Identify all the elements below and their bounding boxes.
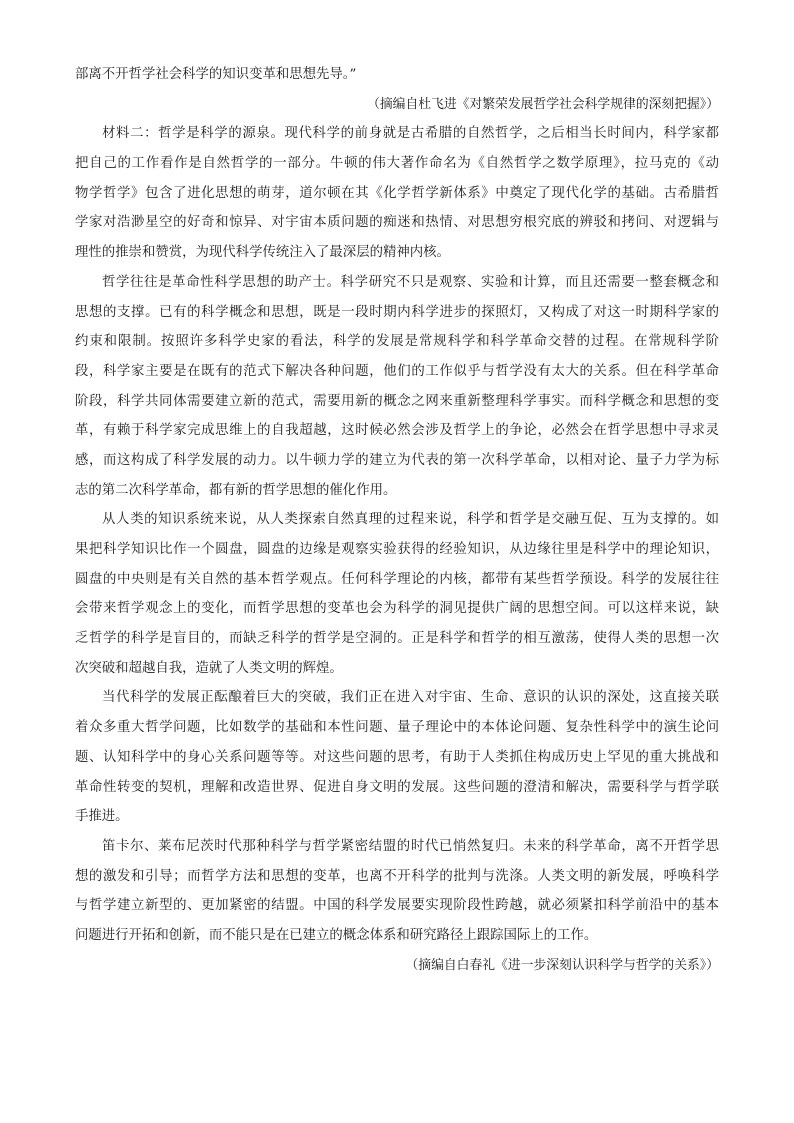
text-line: 段，科学家主要是在既有的范式下解决各种问题，他们的工作似乎与哲学没有太大的关系。但在科学革命 [75, 363, 719, 379]
text-line: 次突破和超越自我，造就了人类文明的辉煌。 [75, 660, 343, 676]
text-line: 从人类的知识系统来说，从人类探索自然真理的过程来说，科学和哲学是交融互促、互为支撑的。如 [102, 512, 719, 528]
text-line: 圆盘的中央则是有关自然的基本哲学观点。任何科学理论的内核，都带有某些哲学预设。科学的发展往往 [75, 571, 719, 587]
text-line: 当代科学的发展正酝酿着巨大的突破，我们正在进入对宇宙、生命、意识的认识的深处，这直接关联 [102, 690, 719, 706]
text-line: 与哲学建立新型的、更加紧密的结盟。中国的科学发展要实现阶段性跨越，就必须紧扣科学前沿中的基本 [75, 898, 719, 914]
text-line: 乏哲学的科学是盲目的，而缺乏科学的哲学是空洞的。正是科学和哲学的相互激荡，使得人类的思想一次 [75, 631, 719, 647]
text-line: 思想的支撑。已有的科学概念和思想，既是一段时期内科学进步的探照灯，又构成了对这一时期科学家的 [75, 304, 719, 320]
paragraph-revolution [75, 268, 719, 506]
text-line: 题、认知科学中的身心关系问题等等。对这些问题的思考，有助于人类抓住构成历史上罕见的重大挑战和 [75, 749, 719, 765]
text-line: 理性的推崇和赞赏，为现代科学传统注入了最深层的精神内核。 [75, 245, 450, 261]
source-citation: （摘编自杜飞进《对繁荣发展哲学社会科学规律的深刻把握》） [367, 96, 719, 112]
text-line: 革命性转变的契机，理解和改造世界、促进自身文明的发展。这些问题的澄清和解决，需要科学与哲学联 [75, 779, 719, 795]
text-line: 志的第二次科学革命，都有新的哲学思想的催化作用。 [75, 482, 397, 498]
source-citation: （摘编自白春礼《进一步深刻认识科学与哲学的关系》） [405, 957, 719, 973]
text-line: 想的激发和引导；而哲学方法和思想的变革，也离不开科学的批判与洗涤。人类文明的新发展，呼唤科学 [75, 868, 719, 884]
text-line: 哲学往往是革命性科学思想的助产士。科学研究不只是观察、实验和计算，而且还需要一整套概念和 [102, 274, 719, 290]
text-line: 把自己的工作看作是自然哲学的一部分。牛顿的伟大著作命名为《自然哲学之数学原理》，拉马克的《动 [75, 156, 719, 172]
paragraph-contemporary [75, 683, 719, 831]
text-line: 问题进行开拓和创新，而不能只是在已建立的概念体系和研究路径上跟踪国际上的工作。 [75, 927, 598, 943]
text-line: 果把科学知识比作一个圆盘，圆盘的边缘是观察实验获得的经验知识，从边缘往里是科学中的理论知识， [75, 542, 719, 557]
text-line: 感，而这构成了科学发展的动力。以牛顿力学的建立为代表的第一次科学革命，以相对论、量子力学为标 [75, 452, 719, 468]
paragraph-material-two [75, 119, 719, 267]
text-line: 着众多重大哲学问题，比如数学的基础和本性问题、量子理论中的本体论问题、复杂性科学中的演生论问 [75, 720, 719, 736]
text-line: 手推进。 [75, 809, 129, 825]
text-line: 约束和限制。按照许多科学史家的看法，科学的发展是常规科学和科学革命交替的过程。在常规科学阶 [75, 334, 719, 350]
paragraph-continuation [75, 60, 719, 90]
text-line: 笛卡尔、莱布尼茨时代那种科学与哲学紧密结盟的时代已悄然复归。未来的科学革命，离不开哲学思 [102, 838, 719, 854]
paragraph-knowledge-system [75, 505, 719, 683]
text-line: 阶段，科学共同体需要建立新的范式，需要用新的概念之网来重新整理科学事实。而科学概念和思想的变 [75, 393, 719, 409]
text-line: 部离不开哲学社会科学的知识变革和思想先导。” [75, 67, 357, 82]
text-line: 革，有赖于科学家完成思维上的自我超越，这时候必然会涉及哲学上的争论，必然会在哲学思想中寻求灵 [75, 423, 719, 439]
text-line: 物学哲学》包含了进化思想的萌芽，道尔顿在其《化学哲学新体系》中奠定了现代化学的基础。古希腊哲 [75, 185, 719, 201]
text-line: 材料二：哲学是科学的源泉。现代科学的前身就是古希腊的自然哲学，之后相当长时间内，科学家都 [102, 126, 719, 142]
paragraph-alliance [75, 832, 719, 951]
document-page [75, 60, 719, 980]
text-line: 学家对浩渺星空的好奇和惊异、对宇宙本质问题的痴迷和热情、对思想穷根究底的辨驳和拷问、对逻辑与 [75, 215, 719, 231]
text-line: 会带来哲学观念上的变化，而哲学思想的变革也会为科学的洞见提供广阔的思想空间。可以这样来说，缺 [75, 601, 719, 617]
